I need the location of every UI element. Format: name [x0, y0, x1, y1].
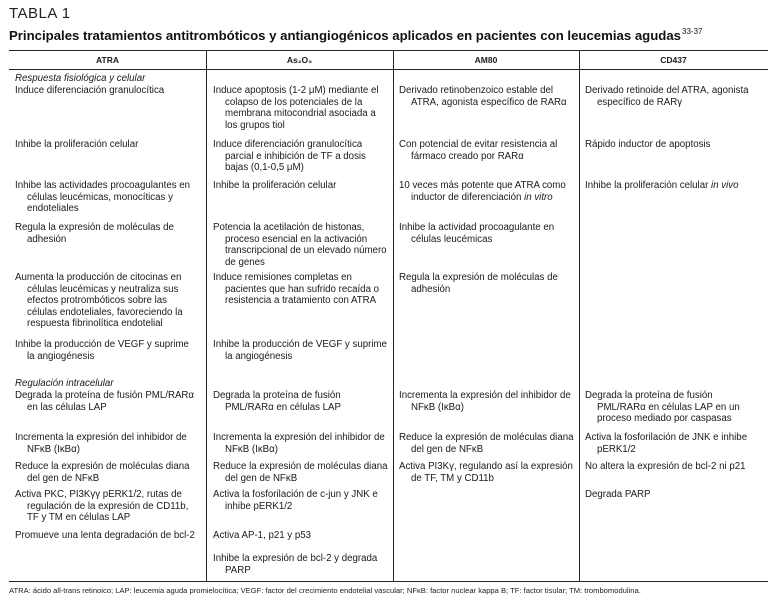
cell-am80-1: Derivado retinobenzoico estable del ATRA, agonista específico de RARα [399, 85, 567, 108]
data-table [9, 50, 768, 582]
column-header-cd437: CD437 [579, 51, 768, 70]
section-heading-intracellular: Regulación intracelular [15, 378, 114, 389]
title-references: 33-37 [682, 27, 703, 36]
cell-atra-4: Regula la expresión de moléculas de adhesión [15, 222, 174, 245]
cell-cd437-6: No altera la expresión de bcl-2 ni p21 [585, 461, 746, 472]
column-divider [206, 51, 207, 581]
title-text: Principales tratamientos antitrombóticos y antiangiogénicos aplicados en pacientes con leucemias agudas [9, 28, 682, 43]
cell-cd437-1: Derivado retinoide del ATRA, agonista específico de RARγ [585, 85, 749, 108]
cell-atra-6: Inhibe la producción de VEGF y suprime la angiogénesis [15, 339, 189, 362]
cell-am80-8: Activa PI3Kγ, regulando así la expresión de TF, TM y CD11b [399, 461, 573, 484]
section-heading-physiological: Respuesta fisiológica y celular [15, 73, 146, 84]
cell-as2o3-9: Reduce la expresión de moléculas diana del gen de NFκB [213, 461, 388, 484]
cell-am80-6: Incrementa la expresión del inhibidor de NFκB (IκBα) [399, 390, 571, 413]
column-divider [393, 51, 394, 581]
cell-cd437-3: Inhibe la proliferación celular in vivo [585, 180, 739, 191]
cell-cd437-5: Activa la fosforilación de JNK e inhibe pERK1/2 [585, 432, 748, 455]
cell-atra-3: Inhibe las actividades procoagulantes en células leucémicas, monocíticas y endoteliales [15, 180, 191, 215]
cell-am80-7: Reduce la expresión de moléculas diana del gen de NFκB [399, 432, 574, 455]
cell-am80-5: Regula la expresión de moléculas de adhesión [399, 272, 558, 295]
cell-atra-8: Incrementa la expresión del inhibidor de NFκB (IκBα) [15, 432, 187, 455]
column-header-atra: ATRA [9, 51, 206, 70]
in-vivo-text: in vivo [711, 180, 739, 191]
cell-as2o3-12: Inhibe la expresión de bcl-2 y degrada PARP [213, 553, 378, 576]
cell-cd437-2: Rápido inductor de apoptosis [585, 139, 711, 150]
cell-atra-7: Degrada la proteína de fusión PML/RARα en las células LAP [15, 390, 194, 413]
cell-as2o3-6: Inhibe la producción de VEGF y suprime la angiogénesis [213, 339, 387, 362]
cell-am80-2: Con potencial de evitar resistencia al fármaco creado por RARα [399, 139, 558, 162]
cell-as2o3-8: Incrementa la expresión del inhibidor de NFκB (IκBα) [213, 432, 385, 455]
cell-am80-4: Inhibe la actividad procoagulante en células leucémicas [399, 222, 555, 245]
cell-am80-3: 10 veces más potente que ATRA como inductor de diferenciación in vitro [399, 180, 566, 203]
table-footnote: ATRA: ácido all-trans retinoico; LAP: leucemia aguda promielocítica; VEGF: factor del crecimiento endotelial vascular; NFκB: factor nuclear kappa B; TF: factor tisular; TM: trombomodulina. [9, 586, 641, 595]
column-divider [579, 51, 580, 581]
in-vitro-text: in vitro [524, 191, 553, 203]
column-header-as2o3: As₂O₃ [206, 51, 393, 70]
cell-atra-1: Induce diferenciación granulocítica [15, 85, 165, 96]
table-label: TABLA 1 [9, 5, 71, 22]
cell-atra-5: Aumenta la producción de citocinas en células leucémicas y neutraliza sus efectos protrombóticos sobre las células endoteliales, favoreciendo la respuesta fibrinolítica endotelial [15, 272, 183, 330]
column-header-am80: AM80 [393, 51, 579, 70]
cell-as2o3-7: Degrada la proteína de fusión PML/RARα en células LAP [213, 390, 341, 413]
cell-cd437-4: Degrada la proteína de fusión PML/RARα en células LAP en un proceso mediado por caspasas [585, 390, 740, 425]
cell-as2o3-10: Activa la fosforilación de c-jun y JNK e inhibe pERK1/2 [213, 489, 378, 512]
cell-as2o3-3: Inhibe la proliferación celular [213, 180, 337, 191]
cell-atra-11: Promueve una lenta degradación de bcl-2 [15, 530, 195, 541]
cell-as2o3-11: Activa AP-1, p21 y p53 [213, 530, 312, 541]
cell-atra-9: Reduce la expresión de moléculas diana del gen de NFκB [15, 461, 190, 484]
cell-atra-2: Inhibe la proliferación celular [15, 139, 139, 150]
cell-as2o3-1: Induce apoptosis (1-2 μM) mediante el colapso de los potenciales de la membrana mitocondrial asociada a los grupos tiol [213, 85, 379, 131]
cell-as2o3-2: Induce diferenciación granulocítica parcial e inhibición de TF a dosis bajas (0,1-0,5 μM) [213, 139, 366, 174]
cell-as2o3-5: Induce remisiones completas en pacientes que han sufrido recaída o resistencia a tratamiento con ATRA [213, 272, 380, 307]
table-title [9, 27, 703, 43]
cell-as2o3-4: Potencia la acetilación de histonas, proceso esencial en la activación transcripcional de un elevado número de genes [213, 222, 387, 268]
cell-atra-10: Activa PKC, PI3Kγγ pERK1/2, rutas de regulación de la expresión de CD11b, TF y TM en células LAP [15, 489, 189, 524]
cell-cd437-7: Degrada PARP [585, 489, 651, 500]
